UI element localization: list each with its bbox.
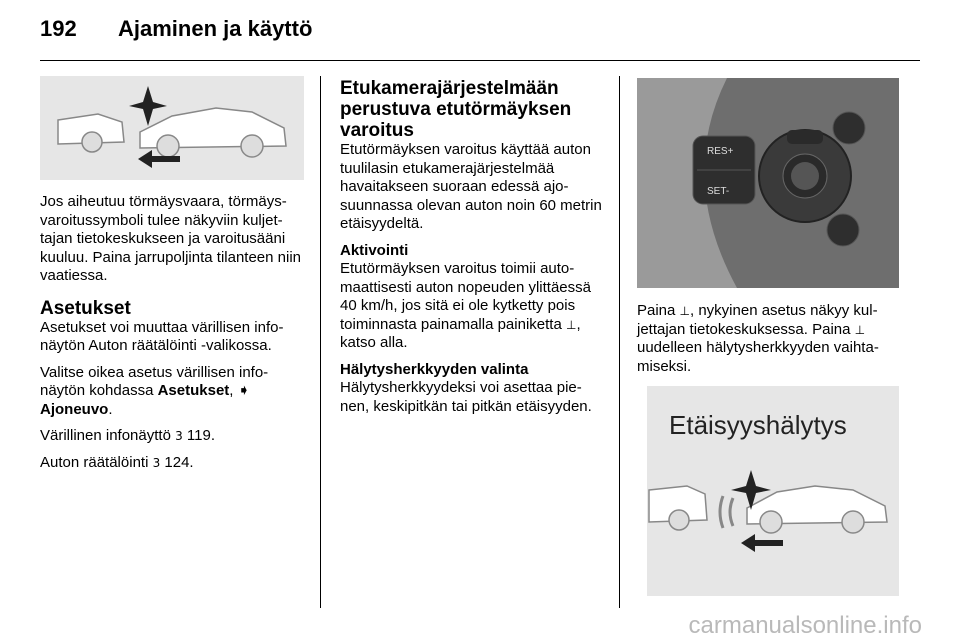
col1-heading: Asetukset	[40, 297, 131, 319]
col1-para2: Asetukset voi muuttaa värillisen infonäytön Auton räätälöinti -valikossa.	[40, 318, 284, 354]
col2-para1: Etutörmäyksen varoitus käyttää auton tuulilasin etukamerajärjestelmää havaitakseen suoraan edessä ajosuunnassa olevan auton noin 60 metrin etäisyydeltä.	[340, 141, 602, 232]
collision-illustration	[40, 76, 304, 180]
column-3	[637, 302, 903, 384]
col2-para2-post: , katso alla.	[340, 315, 581, 351]
page-number: 192	[40, 16, 77, 41]
steering-wheel-controls-photo	[637, 78, 899, 288]
col3-para1-c: uudelleen hälytysherkkyyden vaihtamiseksi.	[637, 339, 879, 375]
col2-para3: Hälytysherkkyydeksi voi asettaa pienen, keskipitkän tai pitkän etäisyyden.	[340, 379, 592, 415]
res-label: RES+	[707, 146, 734, 157]
col3-para1-a: Paina	[637, 302, 676, 319]
col2-para2-pre: Etutörmäyksen varoitus toimii automaattisesti auton nopeuden ylittäessä 40 km/h, jos sitä ei ole kytketty pois toiminnasta painamalla painiketta	[340, 260, 591, 333]
watermark: carmanualsonline.info	[688, 612, 922, 639]
arrow-icon: ➧	[237, 382, 251, 399]
distance-alert-display-illustration	[647, 386, 899, 596]
col2-heading: Etukamerajärjestelmään perustuva etutörmäyksen varoitus	[340, 78, 572, 141]
column-divider-2	[619, 76, 620, 608]
collision-alert-button-icon: ⊥	[854, 322, 866, 337]
ref2-text: Auton räätälöinti	[40, 453, 149, 471]
column-1	[40, 193, 308, 480]
col1-para3-end: .	[108, 400, 113, 418]
cars-collision-icon	[40, 76, 304, 180]
page-ref-icon: 3	[152, 455, 161, 470]
settings-term: Asetukset	[157, 382, 230, 399]
ref1-text: Värillinen infonäyttö	[40, 427, 171, 444]
set-label: SET-	[707, 186, 730, 197]
column-divider-1	[320, 76, 321, 608]
vehicle-term: Ajoneuvo	[40, 400, 109, 418]
col1-para3	[40, 364, 308, 420]
ref2-page: 124.	[164, 453, 194, 471]
collision-alert-button-icon: ⊥	[679, 304, 690, 318]
col1-ref1	[40, 427, 308, 446]
collision-alert-button-icon: ⊥	[565, 317, 577, 332]
col2-subheading-sensitivity: Hälytysherkkyyden valinta	[340, 360, 529, 378]
page-ref-icon: 3	[175, 429, 183, 443]
col1-para3-pre: Valitse oikea asetus värillisen infonäytön kohdassa	[40, 363, 269, 399]
header-rule	[40, 60, 920, 61]
column-2	[340, 78, 604, 424]
col2-subheading-activation: Aktivointi	[340, 241, 409, 259]
steering-controls-icon	[637, 78, 899, 288]
col3-para1	[637, 302, 903, 376]
page-title: Ajaminen ja käyttö	[118, 16, 313, 41]
col3-para1-b: , nykyinen asetus näkyy kuljettajan tietokeskuksessa. Paina	[637, 302, 878, 338]
col2-para2	[340, 260, 604, 353]
col1-para1: Jos aiheutuu törmäysvaara, törmäysvaroitussymboli tulee näkyviin kuljettajan tietokeskukseen ja varoitusääni kuuluu. Paina jarrupoljinta tilanteen niin vaatiessa.	[40, 193, 302, 284]
distance-alert-cars-icon	[647, 386, 899, 596]
col1-para3-sep: ,	[229, 382, 238, 399]
display-title: Etäisyyshälytys	[669, 410, 847, 440]
ref1-page: 119.	[186, 427, 215, 444]
col1-ref2	[40, 454, 308, 473]
